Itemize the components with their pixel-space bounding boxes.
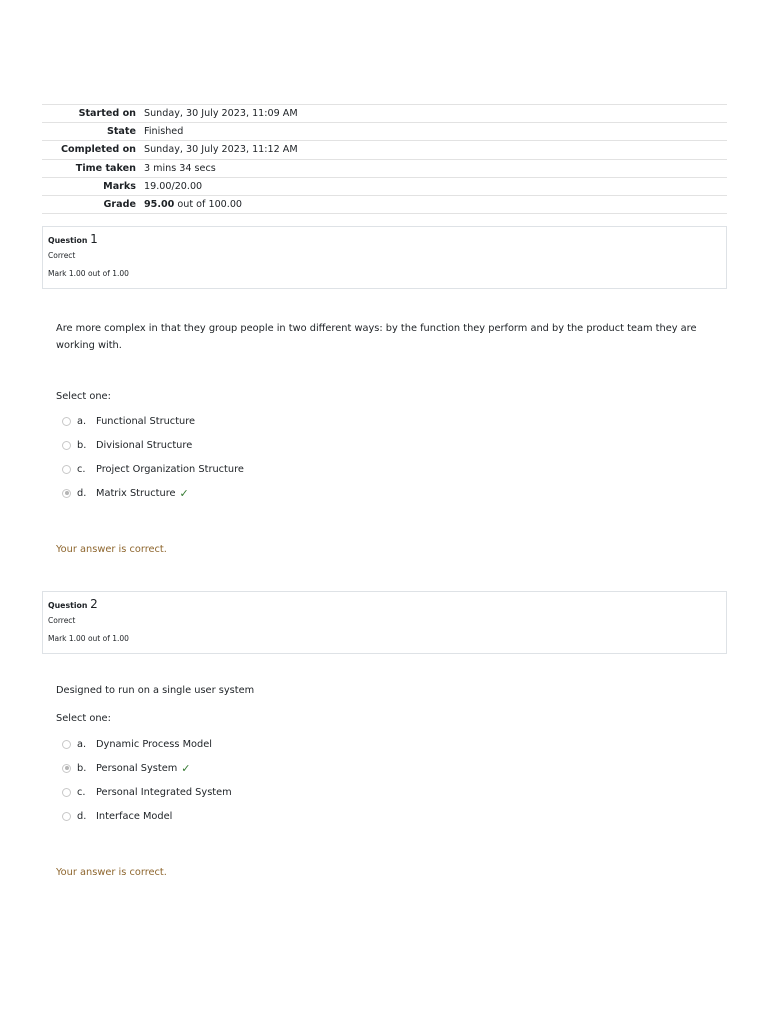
radio-button[interactable] [62,788,71,797]
question-1-option-a[interactable] [62,413,195,429]
summary-label: Grade [103,199,136,211]
summary-value: 3 mins 34 secs [144,162,216,174]
question-2-info [42,591,727,654]
grade-out-of: out of 100.00 [174,199,243,211]
summary-row-time-taken [42,159,727,177]
radio-button[interactable] [62,740,71,749]
question-1-feedback: Your answer is correct. [56,544,167,555]
radio-button[interactable] [62,812,71,821]
option-label: Dynamic Process Model [96,738,213,750]
question-2-option-a[interactable] [62,736,212,752]
question-1-option-b[interactable] [62,437,192,453]
question-2-option-d[interactable] [62,808,172,824]
check-mark-icon: ✓ [181,761,191,775]
radio-button[interactable] [62,465,71,474]
summary-label: Started on [78,108,136,120]
option-label: Interface Model [96,810,173,822]
question-2-prompt: Select one: [56,713,111,724]
option-letter: c. [77,463,86,475]
question-1-prompt: Select one: [56,391,111,402]
summary-value [144,195,727,213]
summary-row-grade [42,195,727,213]
question-1-option-d[interactable] [62,485,189,501]
question-state: Correct [48,251,76,260]
radio-button-selected[interactable] [62,489,71,498]
option-letter: b. [77,762,87,774]
radio-button-selected[interactable] [62,764,71,773]
summary-row-state [42,123,727,141]
check-mark-icon: ✓ [179,486,189,500]
summary-value: 19.00/20.00 [144,180,203,192]
option-label: Personal System [96,762,178,774]
question-2-text: Designed to run on a single user system [56,685,255,696]
question-number-value: 2 [90,597,98,611]
option-label: Project Organization Structure [96,463,244,475]
summary-label: Marks [103,180,136,192]
question-1-text: Are more complex in that they group people in two different ways: by the function they perform and by the product team they are working with. [56,323,697,351]
grade-score: 95.00 [144,199,175,211]
question-2-feedback: Your answer is correct. [56,867,167,878]
radio-button[interactable] [62,441,71,450]
option-label: Divisional Structure [96,439,193,451]
option-letter: a. [77,415,87,427]
summary-value: Sunday, 30 July 2023, 11:12 AM [144,144,298,156]
question-grade: Mark 1.00 out of 1.00 [48,634,129,643]
question-2-option-c[interactable] [62,784,232,800]
option-letter: b. [77,439,87,451]
question-state: Correct [48,616,76,625]
question-number-value: 1 [90,232,98,246]
summary-value: Finished [144,126,184,138]
option-letter: a. [77,738,87,750]
summary-value: Sunday, 30 July 2023, 11:09 AM [144,108,298,120]
question-1-option-c[interactable] [62,461,244,477]
question-1-info [42,226,727,289]
summary-row-started [42,105,727,123]
option-letter: c. [77,786,86,798]
summary-label: Time taken [75,162,136,174]
option-label: Functional Structure [96,415,196,427]
quiz-summary-table [42,104,727,214]
radio-button[interactable] [62,417,71,426]
summary-row-completed [42,141,727,159]
option-label: Personal Integrated System [96,786,232,798]
option-letter: d. [77,810,87,822]
summary-label: Completed on [60,144,136,156]
question-grade: Mark 1.00 out of 1.00 [48,269,129,278]
question-number: Question 1 [48,232,98,246]
option-letter: d. [77,487,87,499]
option-label: Matrix Structure [96,487,176,499]
question-number: Question 2 [48,597,98,611]
summary-label: State [106,126,136,138]
question-2-option-b[interactable] [62,760,191,776]
summary-row-marks [42,177,727,195]
